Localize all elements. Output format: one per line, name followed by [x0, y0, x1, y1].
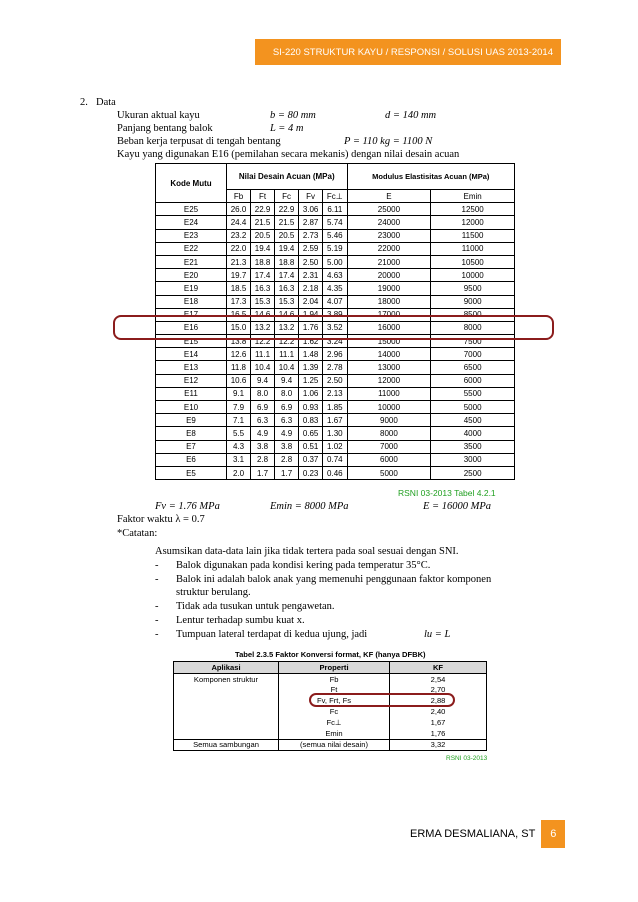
table-row — [156, 401, 515, 414]
table-cell: 0.74 — [323, 453, 347, 466]
grade-code: E6 — [156, 453, 227, 466]
table-cell: 4500 — [431, 414, 515, 427]
table-cell: 25000 — [347, 203, 431, 216]
table2-source: RSNI 03-2013 — [446, 755, 488, 762]
table-cell: 0.46 — [323, 466, 347, 479]
table-cell: 4000 — [431, 427, 515, 440]
table-cell: 7.1 — [227, 414, 251, 427]
table-cell: 16.5 — [227, 308, 251, 321]
table-cell: 4.9 — [251, 427, 275, 440]
table-cell: 12.2 — [251, 335, 275, 348]
table-cell: 1.02 — [323, 440, 347, 453]
table-row — [156, 269, 515, 282]
table-cell: 11000 — [347, 387, 431, 400]
table-cell: 15000 — [347, 335, 431, 348]
table-cell: 1,76 — [390, 728, 487, 739]
table-cell: Fb — [279, 673, 390, 684]
panjang-label: Panjang bentang balok — [117, 123, 213, 134]
table-row — [174, 728, 487, 739]
table-cell: 12.6 — [227, 348, 251, 361]
grade-code: E16 — [156, 321, 227, 334]
table-row — [156, 387, 515, 400]
table-cell: 26.0 — [227, 203, 251, 216]
table-cell: 9500 — [431, 282, 515, 295]
table-cell: 6000 — [431, 374, 515, 387]
table-cell: 11.8 — [227, 361, 251, 374]
note-item: Tumpuan lateral terdapat di kedua ujung, jadi — [176, 629, 368, 640]
table-cell: 19.7 — [227, 269, 251, 282]
table-cell: 14.6 — [251, 308, 275, 321]
grade-code: E19 — [156, 282, 227, 295]
table-cell: 0.51 — [299, 440, 323, 453]
section-title: Data — [96, 97, 116, 108]
grade-code: E25 — [156, 203, 227, 216]
table-cell: 6.9 — [275, 401, 299, 414]
table-cell: 13000 — [347, 361, 431, 374]
table-cell: 10.4 — [275, 361, 299, 374]
table-cell: 20.5 — [275, 229, 299, 242]
table-cell: 3000 — [431, 453, 515, 466]
table-cell: 8.0 — [251, 387, 275, 400]
table-cell: 24000 — [347, 216, 431, 229]
table-cell: 1.48 — [299, 348, 323, 361]
table-cell: 3.06 — [299, 203, 323, 216]
table-cell: 19000 — [347, 282, 431, 295]
table-cell: 8500 — [431, 308, 515, 321]
table-cell: Fc⊥ — [279, 717, 390, 728]
catatan-title: *Catatan: — [117, 528, 158, 539]
table-cell: 3.24 — [323, 335, 347, 348]
table-cell: 3.89 — [323, 308, 347, 321]
section-number: 2. — [80, 97, 88, 108]
table-cell: 0.83 — [299, 414, 323, 427]
table-cell: 16000 — [347, 321, 431, 334]
table-cell: 21000 — [347, 255, 431, 268]
table-cell: 11500 — [431, 229, 515, 242]
table-cell: Komponen struktur — [174, 673, 279, 684]
table-cell: 23.2 — [227, 229, 251, 242]
beban-label: Beban kerja terpusat di tengah bentang — [117, 136, 281, 147]
table-cell: 18.5 — [227, 282, 251, 295]
table-row — [174, 706, 487, 717]
table-cell: 4.3 — [227, 440, 251, 453]
table-cell: 3500 — [431, 440, 515, 453]
table-cell: 0.65 — [299, 427, 323, 440]
table-cell: 23000 — [347, 229, 431, 242]
table-cell: (semua nilai desain) — [279, 739, 390, 751]
table-cell — [174, 695, 279, 706]
table-row — [156, 295, 515, 308]
table-cell: 17000 — [347, 308, 431, 321]
table-row — [156, 374, 515, 387]
grade-code: E21 — [156, 255, 227, 268]
fv-value: Fv = 1.76 MPa — [155, 501, 220, 512]
table-row — [156, 466, 515, 479]
b-value: b = 80 mm — [270, 110, 316, 121]
table-cell: 1.06 — [299, 387, 323, 400]
table-cell: 21.5 — [275, 216, 299, 229]
table-cell: 7000 — [347, 440, 431, 453]
table-cell: 2.13 — [323, 387, 347, 400]
table-cell: 22.9 — [275, 203, 299, 216]
table-row — [174, 673, 487, 684]
footer-author: ERMA DESMALIANA, ST — [410, 828, 536, 840]
grade-code: E15 — [156, 335, 227, 348]
table-cell: Semua sambungan — [174, 739, 279, 751]
d-value: d = 140 mm — [385, 110, 437, 121]
kode-mutu-header: Kode Mutu — [156, 164, 227, 203]
table-cell: 6.3 — [251, 414, 275, 427]
table-cell: 11.1 — [275, 348, 299, 361]
table-row — [156, 453, 515, 466]
table-row — [156, 440, 515, 453]
sub-header: Emin — [431, 190, 515, 203]
table-cell: 1.39 — [299, 361, 323, 374]
table-cell: 4.9 — [275, 427, 299, 440]
table-cell: 4.63 — [323, 269, 347, 282]
grade-code: E13 — [156, 361, 227, 374]
grade-code: E17 — [156, 308, 227, 321]
table-cell: 1.7 — [275, 466, 299, 479]
note-item: struktur berulang. — [176, 587, 251, 598]
table-cell: 20.5 — [251, 229, 275, 242]
table-cell: 8000 — [431, 321, 515, 334]
table-row — [156, 414, 515, 427]
table-cell: 2,70 — [390, 685, 487, 696]
kf-header: KF — [390, 662, 487, 674]
table-row — [156, 361, 515, 374]
e-value: E = 16000 MPa — [423, 501, 492, 512]
ukuran-label: Ukuran aktual kayu — [117, 110, 200, 121]
table-cell: 9.1 — [227, 387, 251, 400]
table-cell: 9.4 — [275, 374, 299, 387]
table-row — [156, 348, 515, 361]
lu-value: lu = L — [424, 629, 451, 640]
table-cell: 3.8 — [275, 440, 299, 453]
table-cell: 1.94 — [299, 308, 323, 321]
table-cell: 22000 — [347, 242, 431, 255]
sub-header: Fv — [299, 190, 323, 203]
table-cell — [174, 717, 279, 728]
table-cell: 7.9 — [227, 401, 251, 414]
table-cell: 17.3 — [227, 295, 251, 308]
table-cell: 1.7 — [251, 466, 275, 479]
table-cell: 11000 — [431, 242, 515, 255]
table-cell: 20000 — [347, 269, 431, 282]
table-cell: 2.8 — [275, 453, 299, 466]
page-number: 6 — [541, 820, 565, 848]
table-cell: 9000 — [347, 414, 431, 427]
table-cell: 2500 — [431, 466, 515, 479]
faktor-waktu: Faktor waktu λ = 0.7 — [117, 514, 205, 525]
table-cell: 10000 — [431, 269, 515, 282]
grade-code: E9 — [156, 414, 227, 427]
e16-highlight — [113, 315, 554, 340]
table-cell: 3.52 — [323, 321, 347, 334]
table-cell: 3,32 — [390, 739, 487, 751]
table-cell: 10.6 — [227, 374, 251, 387]
table-cell: 5.5 — [227, 427, 251, 440]
table-cell: 5500 — [431, 387, 515, 400]
table-cell: 5.19 — [323, 242, 347, 255]
grade-code: E11 — [156, 387, 227, 400]
table-cell: Emin — [279, 728, 390, 739]
nilai-desain-header: Nilai Desain Acuan (MPa) — [227, 164, 348, 190]
table-row — [156, 255, 515, 268]
grade-code: E22 — [156, 242, 227, 255]
table-cell: 2.04 — [299, 295, 323, 308]
table-cell: Fc — [279, 706, 390, 717]
table-cell: 12500 — [431, 203, 515, 216]
table-cell: 2.87 — [299, 216, 323, 229]
table-cell: 5.00 — [323, 255, 347, 268]
table-cell: 4.35 — [323, 282, 347, 295]
properti-header: Properti — [279, 662, 390, 674]
table-cell: 1.85 — [323, 401, 347, 414]
page-footer — [410, 820, 565, 848]
table2-title: Tabel 2.3.5 Faktor Konversi format, KF (hanya DFBK) — [235, 650, 426, 659]
table-cell: 6500 — [431, 361, 515, 374]
table-cell: 7500 — [431, 335, 515, 348]
note-item: Balok ini adalah balok anak yang memenuhi penggunaan faktor komponen — [176, 574, 492, 585]
grade-code: E10 — [156, 401, 227, 414]
sub-header: Fb — [227, 190, 251, 203]
table-cell: 18.8 — [251, 255, 275, 268]
table-cell: 13.2 — [275, 321, 299, 334]
grade-code: E20 — [156, 269, 227, 282]
table-cell: 2.73 — [299, 229, 323, 242]
table-cell: 2,40 — [390, 706, 487, 717]
emin-value: Emin = 8000 MPa — [270, 501, 349, 512]
table-cell: 0.37 — [299, 453, 323, 466]
sub-header: E — [347, 190, 431, 203]
table-cell: 10500 — [431, 255, 515, 268]
table-cell: 6.9 — [251, 401, 275, 414]
table-cell: 2.78 — [323, 361, 347, 374]
table-cell: 8.0 — [275, 387, 299, 400]
table-cell: 17.4 — [275, 269, 299, 282]
table-cell: 19.4 — [275, 242, 299, 255]
table-cell — [174, 706, 279, 717]
table-cell: 15.0 — [227, 321, 251, 334]
table-cell: 12000 — [431, 216, 515, 229]
note-item: Balok digunakan pada kondisi kering pada temperatur 35°C. — [176, 560, 431, 571]
table-cell: 10.4 — [251, 361, 275, 374]
table-cell: 19.4 — [251, 242, 275, 255]
sub-header: Fc — [275, 190, 299, 203]
table-cell: 3.8 — [251, 440, 275, 453]
table-cell: 1.30 — [323, 427, 347, 440]
table-cell: 2.96 — [323, 348, 347, 361]
grade-code: E12 — [156, 374, 227, 387]
table-cell: 18000 — [347, 295, 431, 308]
table-cell: 11.1 — [251, 348, 275, 361]
table-cell: 14000 — [347, 348, 431, 361]
table-cell: 9000 — [431, 295, 515, 308]
note-item: Tidak ada tusukan untuk pengawetan. — [176, 601, 335, 612]
grade-code: E23 — [156, 229, 227, 242]
table-row — [156, 229, 515, 242]
table-cell: 2.31 — [299, 269, 323, 282]
table-cell: 2.50 — [323, 374, 347, 387]
table-cell: 5000 — [347, 466, 431, 479]
aplikasi-header: Aplikasi — [174, 662, 279, 674]
table-cell: 12000 — [347, 374, 431, 387]
catatan-intro: Asumsikan data-data lain jika tidak tertera pada soal sesuai dengan SNI. — [155, 546, 459, 557]
table-cell: 18.8 — [275, 255, 299, 268]
table-cell: 24.4 — [227, 216, 251, 229]
table-cell: 15.3 — [275, 295, 299, 308]
table-cell: 22.0 — [227, 242, 251, 255]
fv-highlight — [309, 693, 455, 707]
header-title: SI-220 STRUKTUR KAYU / RESPONSI / SOLUSI UAS 2013-2014 — [272, 46, 553, 58]
table-cell: 2.8 — [251, 453, 275, 466]
table-row — [156, 242, 515, 255]
table-cell: 6.3 — [275, 414, 299, 427]
table-cell: 13.8 — [227, 335, 251, 348]
table-cell: Ft — [279, 685, 390, 696]
modulus-header: Modulus Elastisitas Acuan (MPa) — [347, 164, 514, 190]
table-row — [156, 282, 515, 295]
table-cell — [174, 728, 279, 739]
table-cell: 2,88 — [390, 695, 487, 706]
grade-code: E18 — [156, 295, 227, 308]
table-cell: 1.62 — [299, 335, 323, 348]
table-cell: 12.2 — [275, 335, 299, 348]
table-cell: 2.0 — [227, 466, 251, 479]
kayu-line: Kayu yang digunakan E16 (pemilahan secara mekanis) dengan nilai desain acuan — [117, 149, 460, 160]
table-cell: 1,67 — [390, 717, 487, 728]
page-header — [255, 39, 561, 65]
table-cell: 1.76 — [299, 321, 323, 334]
P-value: P = 110 kg = 1100 N — [344, 136, 433, 147]
table-row — [174, 717, 487, 728]
table-cell: 1.67 — [323, 414, 347, 427]
table-cell: 22.9 — [251, 203, 275, 216]
table-row — [156, 203, 515, 216]
table-cell: 0.93 — [299, 401, 323, 414]
table-cell: 5000 — [431, 401, 515, 414]
table-cell: 10000 — [347, 401, 431, 414]
table-cell: 14.6 — [275, 308, 299, 321]
table-cell: 7000 — [431, 348, 515, 361]
table-cell: 2.50 — [299, 255, 323, 268]
table-cell: 1.25 — [299, 374, 323, 387]
table-cell: 15.3 — [251, 295, 275, 308]
table-cell: 8000 — [347, 427, 431, 440]
table-cell: 3.1 — [227, 453, 251, 466]
grade-code: E24 — [156, 216, 227, 229]
grade-code: E8 — [156, 427, 227, 440]
table-cell: 4.07 — [323, 295, 347, 308]
table-cell: 2.18 — [299, 282, 323, 295]
table-cell: 21.5 — [251, 216, 275, 229]
table-cell: 5.46 — [323, 229, 347, 242]
table-cell: 9.4 — [251, 374, 275, 387]
grade-code: E14 — [156, 348, 227, 361]
table-cell: Fv, Frt, Fs — [279, 695, 390, 706]
sub-header: Ft — [251, 190, 275, 203]
table-cell: 2.59 — [299, 242, 323, 255]
table-row — [174, 739, 487, 751]
table-cell: 0.23 — [299, 466, 323, 479]
L-value: L = 4 m — [270, 123, 304, 134]
table-cell: 16.3 — [251, 282, 275, 295]
table-row — [156, 216, 515, 229]
table-row — [156, 427, 515, 440]
table-cell — [174, 685, 279, 696]
table-cell: 6.11 — [323, 203, 347, 216]
note-item: Lentur terhadap sumbu kuat x. — [176, 615, 305, 626]
table-cell: 6000 — [347, 453, 431, 466]
grade-code: E5 — [156, 466, 227, 479]
table-cell: 2,54 — [390, 673, 487, 684]
grade-code: E7 — [156, 440, 227, 453]
table-cell: 17.4 — [251, 269, 275, 282]
table-cell: 5.74 — [323, 216, 347, 229]
table-cell: 21.3 — [227, 255, 251, 268]
table-cell: 16.3 — [275, 282, 299, 295]
table-cell: 13.2 — [251, 321, 275, 334]
table1-source: RSNI 03-2013 Tabel 4.2.1 — [398, 488, 496, 498]
sub-header: Fc⊥ — [323, 190, 347, 203]
